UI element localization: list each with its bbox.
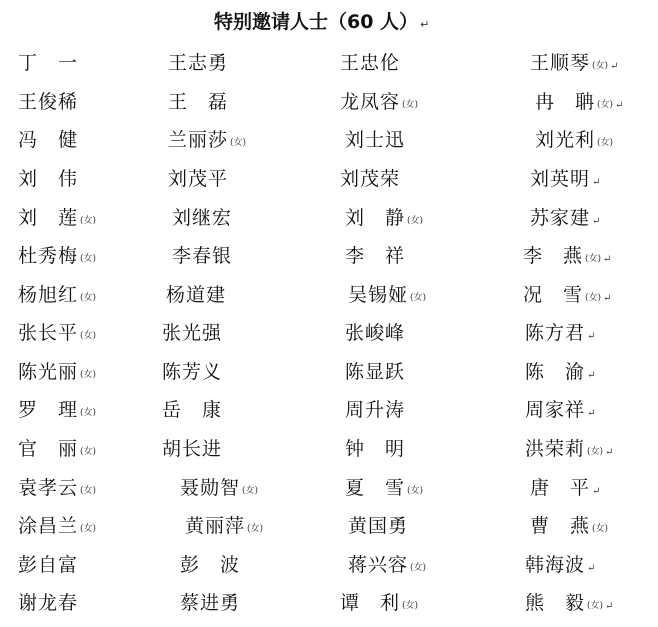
name-entry (530, 50, 618, 80)
person-name: 彭 波 (180, 554, 241, 576)
name-entry (525, 359, 595, 389)
paragraph-mark: ↵ (605, 601, 614, 612)
name-entry (523, 243, 611, 273)
name-entry (340, 50, 400, 76)
name-entry (172, 243, 232, 269)
person-name: 熊 毅 (525, 592, 586, 614)
name-entry (340, 166, 400, 192)
name-entry (180, 552, 240, 578)
female-note: (女) (587, 447, 604, 457)
person-name: 周升涛 (345, 399, 406, 421)
person-name: 陈 渝 (525, 361, 586, 383)
female-note: (女) (80, 293, 97, 303)
person-name: 王顺琴 (530, 52, 591, 74)
female-note: (女) (80, 216, 97, 226)
paragraph-mark: ↵ (587, 370, 596, 381)
person-name: 李春银 (172, 245, 233, 267)
paragraph-mark: ↵ (592, 177, 601, 188)
name-entry (18, 205, 96, 234)
name-entry (185, 513, 263, 542)
person-name: 刘 静 (345, 207, 406, 229)
name-entry (525, 436, 613, 466)
name-entry (340, 590, 418, 619)
person-name: 聂勋智 (180, 477, 241, 499)
person-name: 蔡进勇 (180, 592, 241, 614)
person-name: 冯 健 (18, 129, 79, 151)
person-name: 陈方君 (525, 322, 586, 344)
page-title (214, 8, 429, 39)
name-entry (345, 205, 423, 234)
name-entry (162, 436, 222, 462)
name-entry (168, 89, 228, 115)
person-name: 刘继宏 (172, 207, 233, 229)
name-entry (340, 89, 418, 118)
name-entry (525, 397, 595, 427)
female-note: (女) (592, 61, 609, 71)
person-name: 唐 平 (530, 477, 591, 499)
female-note: (女) (407, 486, 424, 496)
name-entry (18, 320, 96, 349)
name-entry (345, 127, 405, 153)
name-entry (162, 359, 222, 385)
name-entry (525, 552, 595, 582)
female-note: (女) (597, 100, 614, 110)
person-name: 张峻峰 (345, 322, 406, 344)
person-name: 官 丽 (18, 438, 79, 460)
name-entry (530, 475, 600, 505)
female-note: (女) (80, 370, 97, 380)
name-entry (18, 359, 96, 388)
female-note: (女) (592, 524, 609, 534)
person-name: 谢龙春 (18, 592, 79, 614)
name-entry (18, 282, 96, 311)
name-entry (18, 166, 78, 192)
name-entry (18, 89, 78, 115)
name-entry (180, 475, 258, 504)
female-note: (女) (585, 254, 602, 264)
name-entry (18, 436, 96, 465)
paragraph-mark: ↵ (420, 18, 430, 31)
female-note: (女) (80, 524, 97, 534)
person-name: 刘士迅 (345, 129, 406, 151)
female-note: (女) (80, 254, 97, 264)
name-entry (172, 205, 232, 231)
person-name: 彭自富 (18, 554, 79, 576)
name-entry (530, 166, 600, 196)
person-name: 冉 聃 (535, 91, 596, 113)
name-entry (535, 89, 623, 119)
female-note: (女) (80, 447, 97, 457)
paragraph-mark: ↵ (603, 254, 612, 265)
paragraph-mark: ↵ (587, 331, 596, 342)
person-name: 蒋兴容 (348, 554, 409, 576)
paragraph-mark: ↵ (610, 61, 619, 72)
person-name: 苏家建 (530, 207, 591, 229)
person-name: 吴锡娅 (348, 284, 409, 306)
name-entry (345, 397, 405, 423)
person-name: 杨道建 (166, 284, 227, 306)
person-name: 岳 康 (162, 399, 223, 421)
person-name: 龙凤容 (340, 91, 401, 113)
person-name: 刘茂平 (168, 168, 229, 190)
person-name: 丁 一 (18, 52, 79, 74)
name-entry (523, 282, 611, 312)
name-entry (18, 50, 78, 76)
name-entry (348, 552, 426, 581)
name-entry (348, 513, 408, 539)
name-entry (348, 282, 426, 311)
person-name: 王志勇 (168, 52, 229, 74)
name-entry (345, 243, 405, 269)
female-note: (女) (402, 100, 419, 110)
female-note: (女) (597, 138, 614, 148)
name-entry (530, 205, 600, 235)
name-entry (18, 590, 78, 616)
person-name: 刘茂荣 (340, 168, 401, 190)
title-text: 特别邀请人士（60 人） (214, 11, 419, 33)
person-name: 黄丽萍 (185, 515, 246, 537)
female-note: (女) (80, 486, 97, 496)
person-name: 王忠伦 (340, 52, 401, 74)
paragraph-mark: ↵ (605, 447, 614, 458)
name-entry (345, 475, 423, 504)
female-note: (女) (410, 293, 427, 303)
person-name: 张光强 (162, 322, 223, 344)
person-name: 陈显跃 (345, 361, 406, 383)
person-name: 张长平 (18, 322, 79, 344)
female-note: (女) (80, 408, 97, 418)
person-name: 刘英明 (530, 168, 591, 190)
paragraph-mark: ↵ (587, 408, 596, 419)
name-entry (168, 127, 246, 156)
paragraph-mark: ↵ (615, 100, 624, 111)
person-name: 王 磊 (168, 91, 229, 113)
paragraph-mark: ↵ (603, 293, 612, 304)
name-entry (162, 397, 222, 423)
name-entry (168, 166, 228, 192)
name-entry (345, 436, 405, 462)
name-entry (180, 590, 240, 616)
person-name: 黄国勇 (348, 515, 409, 537)
person-name: 刘 莲 (18, 207, 79, 229)
person-name: 钟 明 (345, 438, 406, 460)
person-name: 罗 理 (18, 399, 79, 421)
person-name: 袁孝云 (18, 477, 79, 499)
female-note: (女) (410, 563, 427, 573)
person-name: 洪荣莉 (525, 438, 586, 460)
name-entry (162, 320, 222, 346)
person-name: 陈芳义 (162, 361, 223, 383)
female-note: (女) (247, 524, 264, 534)
name-entry (535, 127, 613, 156)
name-entry (345, 359, 405, 385)
person-name: 谭 利 (340, 592, 401, 614)
name-entry (525, 590, 613, 620)
female-note: (女) (585, 293, 602, 303)
person-name: 况 雪 (523, 284, 584, 306)
person-name: 周家祥 (525, 399, 586, 421)
paragraph-mark: ↵ (587, 563, 596, 574)
person-name: 陈光丽 (18, 361, 79, 383)
person-name: 李 燕 (523, 245, 584, 267)
name-entry (166, 282, 226, 308)
person-name: 李 祥 (345, 245, 406, 267)
name-entry (530, 513, 608, 542)
name-entry (18, 243, 96, 272)
female-note: (女) (587, 601, 604, 611)
name-entry (345, 320, 405, 346)
person-name: 刘 伟 (18, 168, 79, 190)
person-name: 杜秀梅 (18, 245, 79, 267)
name-entry (18, 513, 96, 542)
person-name: 兰丽莎 (168, 129, 229, 151)
female-note: (女) (80, 331, 97, 341)
person-name: 王俊稀 (18, 91, 79, 113)
person-name: 涂昌兰 (18, 515, 79, 537)
name-entry (18, 552, 78, 578)
name-entry (18, 397, 96, 426)
name-entry (525, 320, 595, 350)
paragraph-mark: ↵ (592, 486, 601, 497)
person-name: 曹 燕 (530, 515, 591, 537)
female-note: (女) (242, 486, 259, 496)
paragraph-mark: ↵ (592, 216, 601, 227)
person-name: 胡长进 (162, 438, 223, 460)
name-entry (18, 475, 96, 504)
female-note: (女) (402, 601, 419, 611)
name-entry (168, 50, 228, 76)
person-name: 韩海波 (525, 554, 586, 576)
female-note: (女) (230, 138, 247, 148)
person-name: 刘光利 (535, 129, 596, 151)
name-entry (18, 127, 78, 153)
person-name: 夏 雪 (345, 477, 406, 499)
female-note: (女) (407, 216, 424, 226)
person-name: 杨旭红 (18, 284, 79, 306)
